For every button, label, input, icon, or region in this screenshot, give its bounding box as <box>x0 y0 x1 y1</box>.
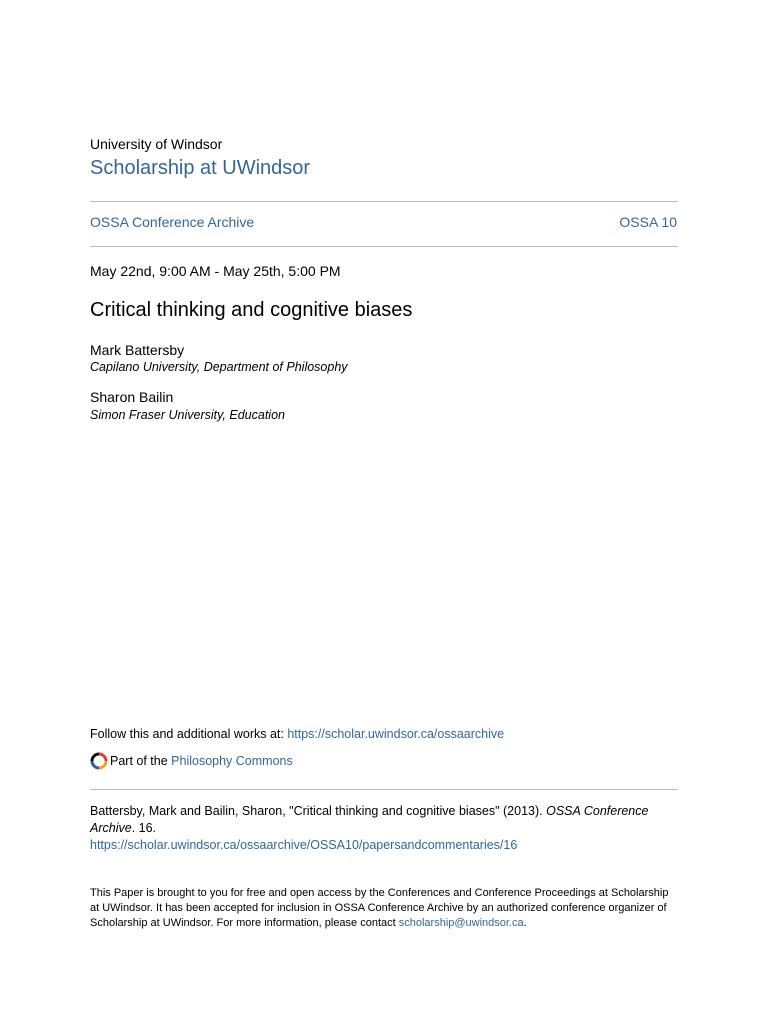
event-date: May 22nd, 9:00 AM - May 25th, 5:00 PM <box>90 263 341 279</box>
divider <box>90 246 678 247</box>
divider <box>90 789 678 790</box>
institution-name: University of Windsor <box>90 136 223 152</box>
author-affiliation: Simon Fraser University, Education <box>90 408 285 422</box>
citation-text: Battersby, Mark and Bailin, Sharon, "Critical thinking and cognitive biases" (2013). <box>90 804 547 818</box>
contact-email-link[interactable]: scholarship@uwindsor.ca <box>398 917 524 929</box>
access-notice <box>90 886 680 931</box>
follow-line <box>90 727 504 741</box>
citation-url-link[interactable]: https://scholar.uwindsor.ca/ossaarchive/OSSA10/papersandcommentaries/16 <box>90 838 518 852</box>
part-of-line <box>90 752 293 770</box>
series-link[interactable]: OSSA 10 <box>619 214 677 230</box>
divider <box>90 201 678 202</box>
collection-link[interactable]: OSSA Conference Archive <box>90 214 255 230</box>
author-affiliation: Capilano University, Department of Philosophy <box>90 360 348 374</box>
philosophy-commons-link[interactable]: Philosophy Commons <box>171 754 293 768</box>
citation-block <box>90 803 670 854</box>
repository-title-link[interactable]: Scholarship at UWindsor <box>90 157 311 179</box>
archive-url-link[interactable]: https://scholar.uwindsor.ca/ossaarchive <box>287 727 505 741</box>
notice-end: . <box>523 917 527 929</box>
notice-text: This Paper is brought to you for free and open access by the Conferences and Conference Proceedings at Scholarship at UWindsor. It has been accepted for inclusion in OSSA Conference Archive by an authorized conference organizer of Scholarship at UWindsor. For more information, please contact <box>90 887 669 929</box>
citation-journal: OSSA Conference Archive <box>90 804 649 835</box>
part-of-prefix: Part of the <box>110 754 172 768</box>
follow-prefix: Follow this and additional works at: <box>90 727 288 741</box>
author-name: Sharon Bailin <box>90 389 174 405</box>
bepress-commons-icon <box>90 752 108 770</box>
citation-suffix: . 16. <box>131 821 157 835</box>
author-name: Mark Battersby <box>90 342 185 358</box>
paper-title: Critical thinking and cognitive biases <box>90 299 413 321</box>
